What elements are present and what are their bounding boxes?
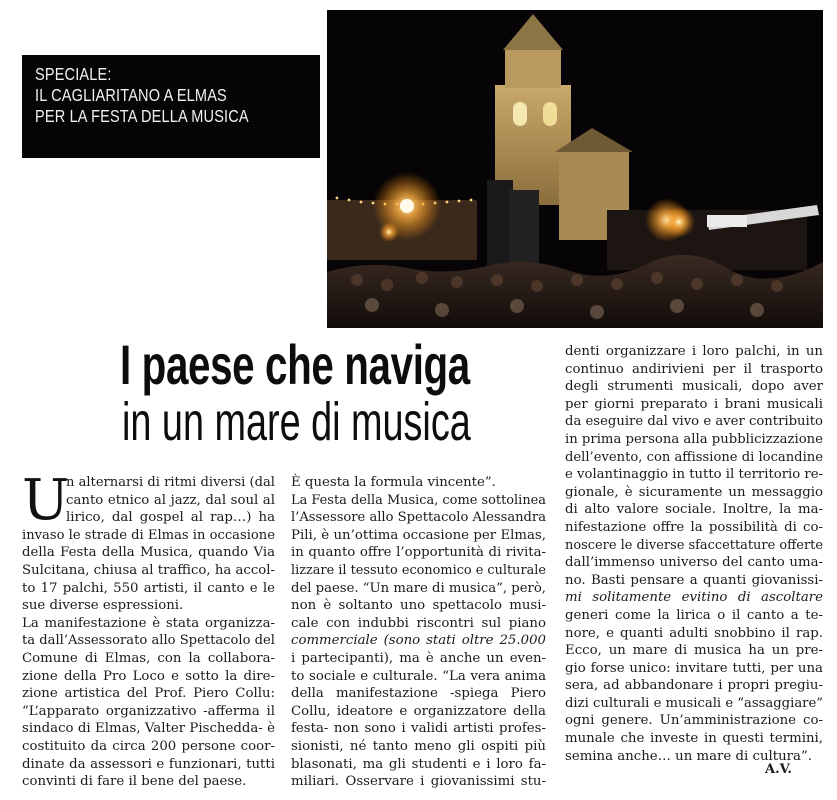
text-line: ogni genere. Un’amministrazione co- <box>565 713 823 729</box>
text-line: nore, e quanti adulti snobbino il rap. <box>565 625 823 641</box>
text-line: gionale, è sicuramente un messaggio <box>565 484 823 500</box>
text-line: i partecipanti), ma è anche un even- <box>291 650 546 666</box>
text-line: per giorni preparato i brani musicali <box>565 396 823 412</box>
text-line: sionisti, né tanto meno gli ospiti più <box>291 738 546 754</box>
author-signature: A.V. <box>765 762 792 777</box>
text-line: convinti di fare il bene del paese. <box>22 774 247 790</box>
text-line: n alternarsi di ritmi diversi (dal <box>65 475 275 490</box>
text-line: zione della Pro Loco e sotto la dire- <box>22 668 275 684</box>
text-line: dall’immenso universo del canto uma- <box>565 555 823 571</box>
text-line: blasonati, ma gli studenti e i loro fa- <box>291 756 546 772</box>
text-line: gio forse unico: invitare tutti, per una <box>565 660 823 676</box>
concert-photo <box>327 10 823 328</box>
headline-subtitle: in un mare di musica <box>122 392 471 452</box>
text-line: nifestazione offre la possibilità di co- <box>565 519 823 535</box>
article-column-1 <box>22 468 275 791</box>
text-line: costituito da circa 200 persone coor- <box>22 738 275 754</box>
text-line: Ecco, un mare di musica ha un pre- <box>565 643 823 659</box>
kicker-line: IL CAGLIARITANO A ELMAS <box>35 85 227 105</box>
text-line: La manifestazione è stata organizza- <box>22 615 275 631</box>
text-line: continuo andirivieni per il trasporto <box>565 361 823 377</box>
text-line: della manifestazione -spiega Piero <box>291 686 546 702</box>
text-line: zione artistica del Prof. Piero Collu: <box>22 686 275 702</box>
text-line: lizzare il tessuto economico e culturale <box>291 562 546 578</box>
text-line: Collu, ideatore e organizzatore della <box>291 703 546 719</box>
text-line: dell’evento, con affissione di locandine <box>565 449 823 465</box>
text-line: no. Basti pensare a quanti giovanissi- <box>565 572 823 588</box>
text-line: e volantinaggio in tutto il territorio re- <box>565 467 823 483</box>
text-line: munale che investe in questi termini, <box>565 731 823 747</box>
text-line: La Festa della Musica, come sottolinea <box>291 492 546 508</box>
text-line: Sulcitana, chiusa al traffico, ha accol- <box>22 562 275 578</box>
text-line: lirico, dal gospel al rap…) ha <box>66 510 275 526</box>
headline-title: I paese che naviga <box>120 333 470 396</box>
text-line: mi solitamente evitino di ascoltare <box>565 590 823 606</box>
text-line: Pili, è un’ottima occasione per Elmas, <box>291 527 546 543</box>
text-line: festa- non sono i validi artisti profes- <box>291 721 546 737</box>
text-line: generi come la lirica o il canto a te- <box>565 607 823 623</box>
text-line: dizi culturali e musicali e “assaggiare” <box>565 695 823 711</box>
text-line: to 17 palchi, 550 artisti, il canto e le <box>22 580 275 596</box>
text-line: in prima persona alla pubblicizzazione <box>565 431 823 447</box>
text-line: Comune di Elmas, con la collabora- <box>22 650 275 666</box>
text-line: sue diverse espressioni. <box>22 598 184 614</box>
text-line: noscere le diverse sfaccettature offerte <box>565 537 823 553</box>
text-line: commerciale (sono stati oltre 25.000 <box>291 633 546 649</box>
text-line: sera, ad abbandonare i propri pregiu- <box>565 678 823 694</box>
section-kicker-box <box>22 55 320 158</box>
drop-cap: U <box>22 468 70 533</box>
text-line: in quanto offre l’opportunità di rivita- <box>291 545 546 561</box>
article-column-2 <box>291 474 546 791</box>
text-line: invaso le strade di Elmas in occasione <box>22 527 275 543</box>
text-line: denti organizzare i loro palchi, in un <box>565 344 823 359</box>
text-line: ta dall’Assessorato allo Spettacolo del <box>22 633 275 649</box>
text-line: dinate da assessori e funzionari, tutti <box>22 756 275 772</box>
text-line: sindaco di Elmas, Valter Pischedda- è <box>22 721 275 737</box>
text-line: canto etnico al jazz, dal soul al <box>66 492 275 508</box>
headline <box>120 333 560 452</box>
text-line: non è soltanto uno spettacolo musi- <box>291 598 546 614</box>
text-line: del paese. “Un mare di musica”, però, <box>291 580 546 596</box>
text-line: cale con indubbi riscontri sul piano <box>291 615 546 631</box>
kicker-line: PER LA FESTA DELLA MUSICA <box>35 106 249 126</box>
text-line: della Festa della Musica, quando Via <box>22 545 275 561</box>
text-line: l’Assessore allo Spettacolo Alessandra <box>291 510 546 526</box>
text-line: da eseguire dal vivo e aver contribuito <box>565 414 823 430</box>
article-column-3 <box>565 343 823 765</box>
text-line: semina anche… un mare di cultura”. <box>565 748 812 764</box>
text-line: to sociale e culturale. “La vera anima <box>291 668 546 684</box>
text-line: di alto valore sociale. Inoltre, la ma- <box>565 502 823 518</box>
text-line: È questa la formula vincente”. <box>291 475 496 490</box>
text-line: degli strumenti musicali, dopo aver <box>565 379 823 395</box>
text-line: miliari. Osservare i giovanissimi stu- <box>291 774 546 790</box>
text-line: “L’apparato organizzativo -afferma il <box>22 703 275 719</box>
kicker-line: SPECIALE: <box>35 64 112 84</box>
